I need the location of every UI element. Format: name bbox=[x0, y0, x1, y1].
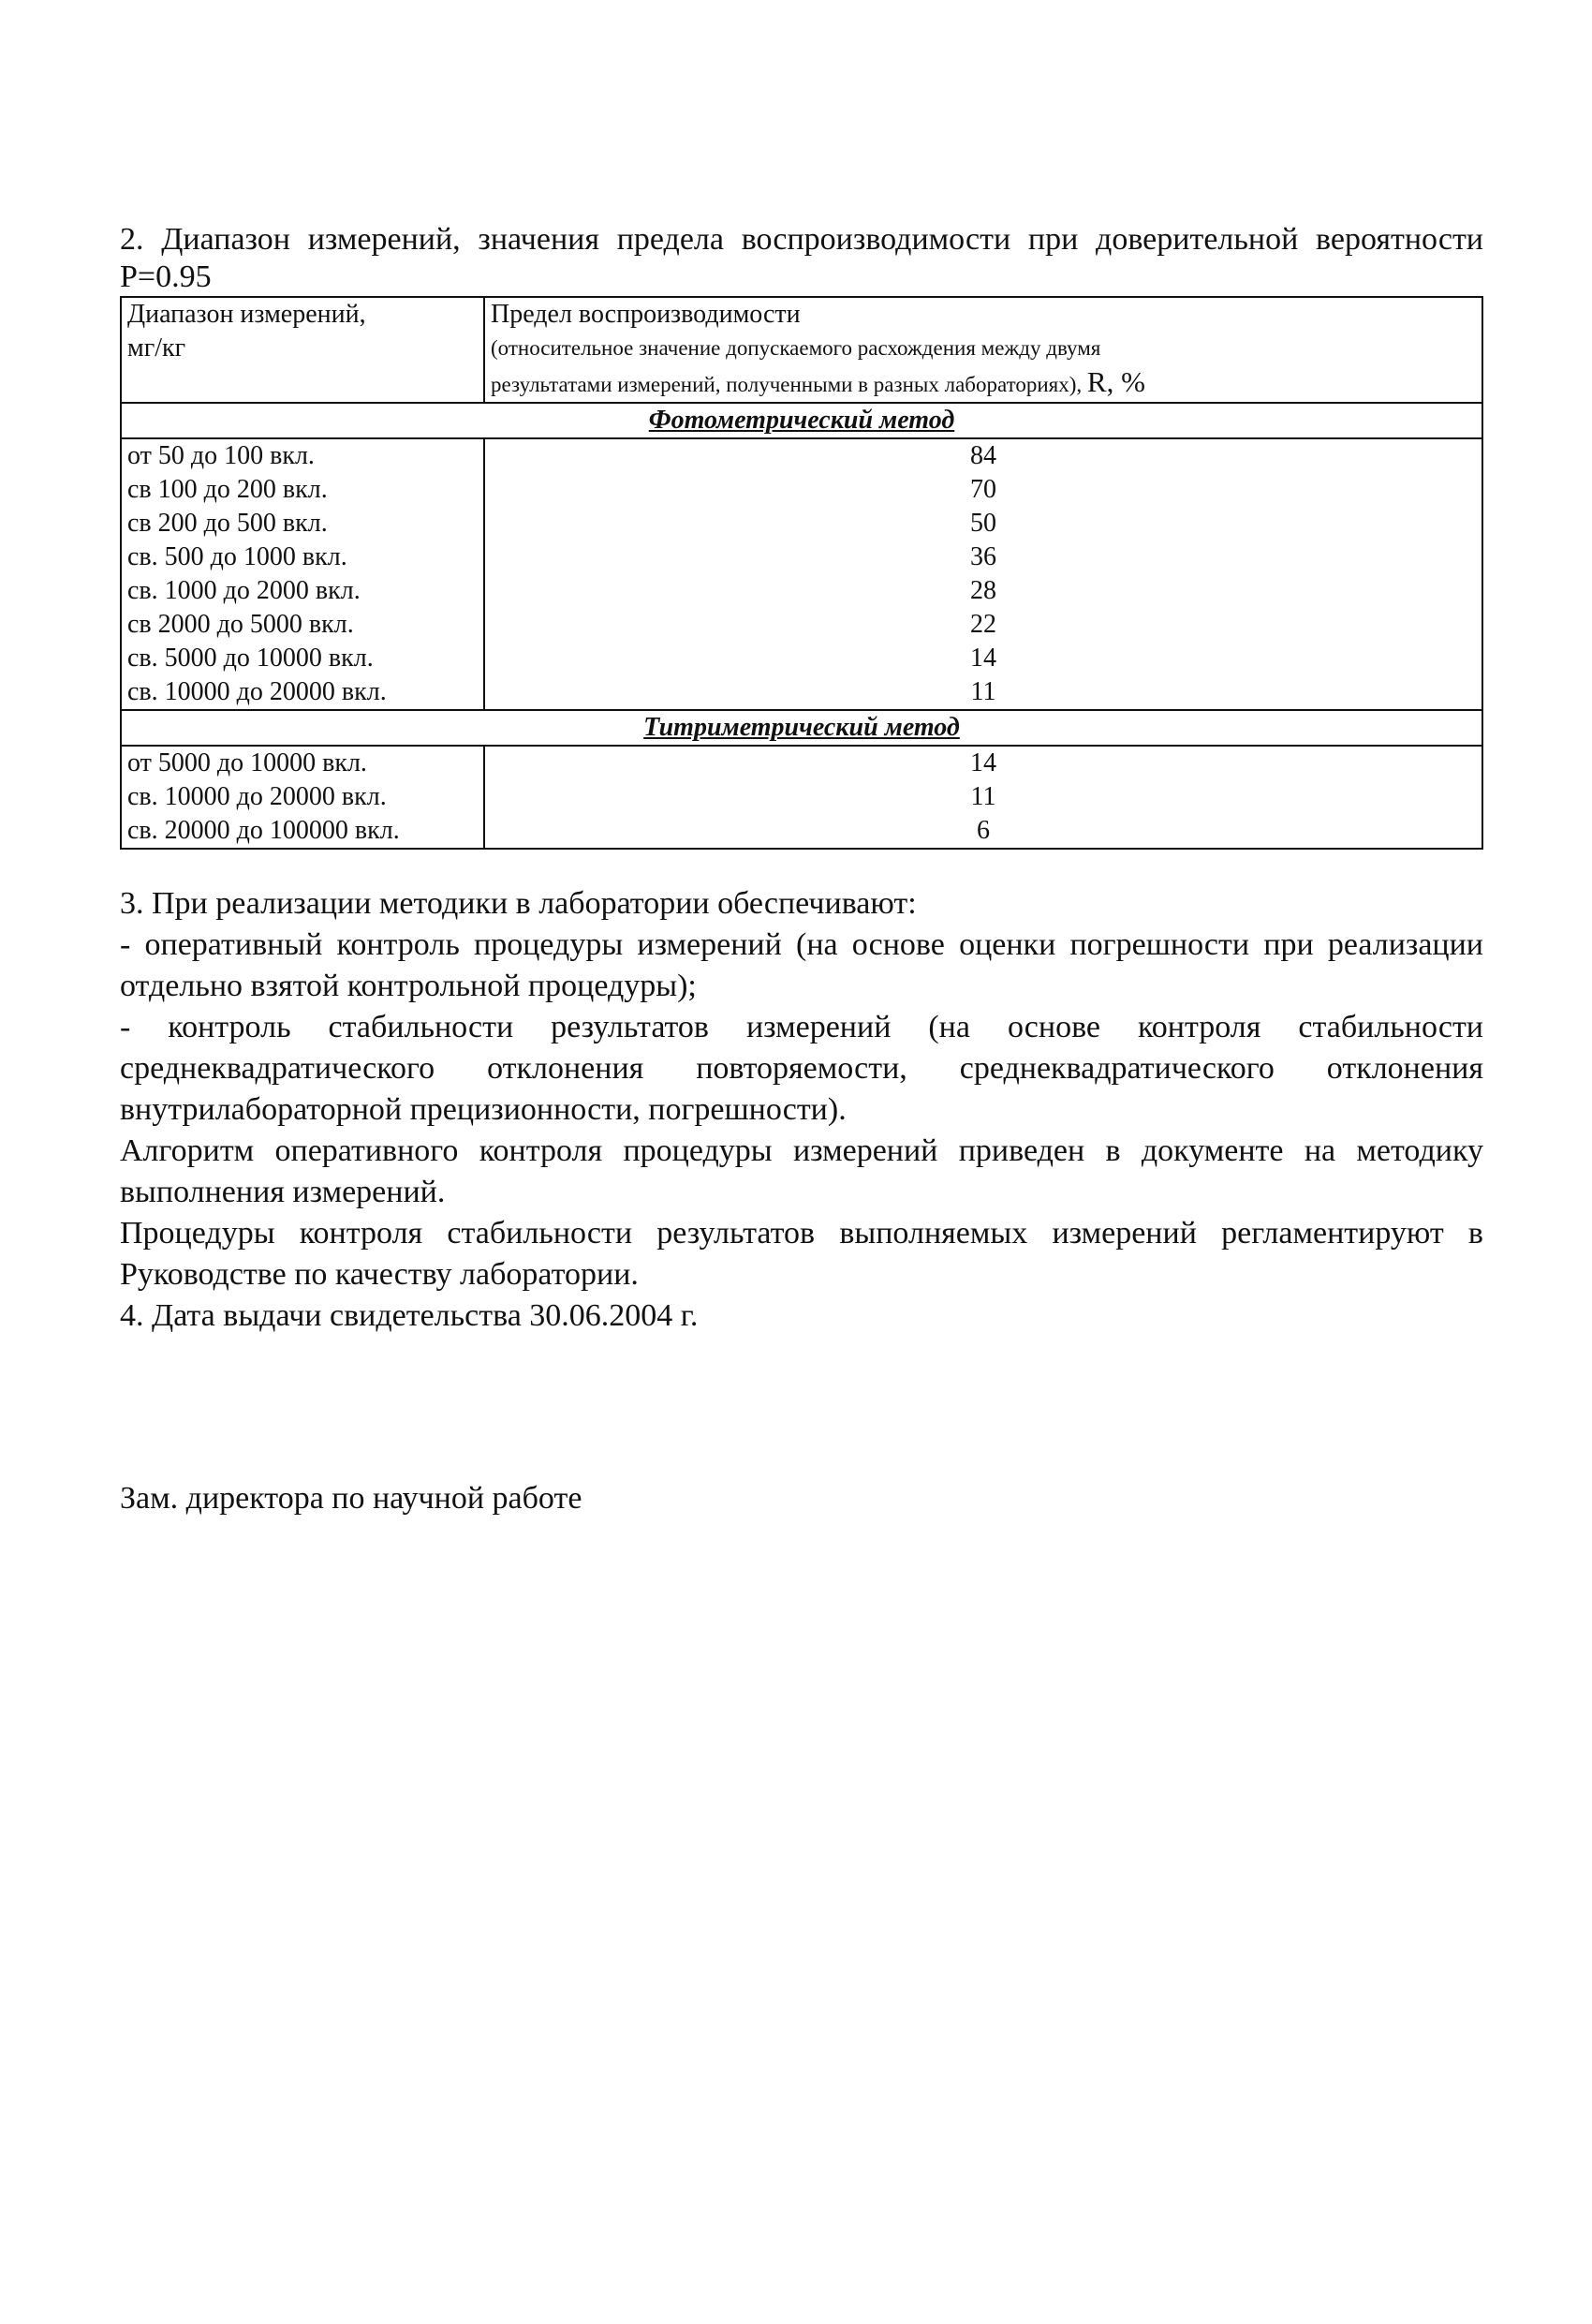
range-cell: от 5000 до 10000 вкл. bbox=[121, 746, 484, 780]
section-4-date: 4. Дата выдачи свидетельства 30.06.2004 г. bbox=[120, 1298, 699, 1333]
section-3-intro: 3. При реализации методики в лаборатории обеспечивают: bbox=[120, 886, 917, 921]
value-cell: 14 bbox=[484, 642, 1482, 675]
range-cell: св 200 до 500 вкл. bbox=[121, 507, 484, 540]
header-range-line1: Диапазон измерений, bbox=[127, 300, 366, 329]
signature-line: Зам. директора по научной работе bbox=[120, 1481, 582, 1516]
table-row bbox=[121, 746, 1482, 780]
range-cell: св. 1000 до 2000 вкл. bbox=[121, 574, 484, 608]
table-row bbox=[121, 574, 1482, 608]
table-row bbox=[121, 438, 1482, 473]
header-range-cell bbox=[121, 297, 484, 403]
table-header-row bbox=[121, 297, 1482, 403]
value-cell: 70 bbox=[484, 473, 1482, 507]
table-row bbox=[121, 473, 1482, 507]
range-cell: от 50 до 100 вкл. bbox=[121, 438, 484, 473]
table-row bbox=[121, 642, 1482, 675]
section-2-title: 2. Диапазон измерений, значения предела воспроизводимости при доверительной вероятности Р=0.95 bbox=[120, 222, 1483, 294]
range-cell: св 2000 до 5000 вкл. bbox=[121, 608, 484, 642]
reproducibility-table bbox=[120, 296, 1483, 850]
table-row bbox=[121, 675, 1482, 710]
header-limit-cell bbox=[484, 297, 1482, 403]
method-row-titrimetric bbox=[121, 710, 1482, 746]
table-row bbox=[121, 780, 1482, 814]
value-cell: 14 bbox=[484, 746, 1482, 780]
value-cell: 11 bbox=[484, 780, 1482, 814]
section-3-item-operational: - оперативный контроль процедуры измерений (на основе оценки погрешности при реализации отдельно взятой контрольной процедуры); bbox=[120, 927, 1483, 1003]
range-cell: св. 5000 до 10000 вкл. bbox=[121, 642, 484, 675]
value-cell: 22 bbox=[484, 608, 1482, 642]
value-cell: 6 bbox=[484, 814, 1482, 849]
range-cell: св. 10000 до 20000 вкл. bbox=[121, 780, 484, 814]
table-row bbox=[121, 814, 1482, 849]
method-row-photometric bbox=[121, 403, 1482, 438]
method-title-photometric: Фотометрический метод bbox=[121, 403, 1482, 438]
table-row bbox=[121, 540, 1482, 574]
photometric-rows bbox=[121, 438, 1482, 710]
section-3 bbox=[120, 883, 1483, 1337]
header-limit-line3-text: результатами измерений, полученными в разных лабораториях), bbox=[491, 373, 1083, 396]
table-row bbox=[121, 507, 1482, 540]
range-cell: св. 10000 до 20000 вкл. bbox=[121, 675, 484, 710]
section-3-item-stability: - контроль стабильности результатов измерений (на основе контроля стабильности среднеквадратического отклонения повторяемости, среднеквадратического отклонения внутрилабораторной прецизионности, погрешности). bbox=[120, 1010, 1483, 1127]
range-cell: св 100 до 200 вкл. bbox=[121, 473, 484, 507]
value-cell: 84 bbox=[484, 438, 1482, 473]
header-range-line2: мг/кг bbox=[127, 333, 186, 363]
header-limit-line2: (относительное значение допускаемого расхождения между двумя bbox=[491, 336, 1101, 360]
value-cell: 50 bbox=[484, 507, 1482, 540]
header-limit-line3 bbox=[491, 365, 1476, 402]
titrimetric-rows bbox=[121, 746, 1482, 849]
document-page bbox=[120, 221, 1483, 1337]
range-cell: св. 20000 до 100000 вкл. bbox=[121, 814, 484, 849]
value-cell: 36 bbox=[484, 540, 1482, 574]
value-cell: 11 bbox=[484, 675, 1482, 710]
section-3-algorithm: Алгоритм оперативного контроля процедуры измерений приведен в документе на методику выполнения измерений. bbox=[120, 1133, 1483, 1209]
range-cell: св. 500 до 1000 вкл. bbox=[121, 540, 484, 574]
value-cell: 28 bbox=[484, 574, 1482, 608]
header-limit-line1: Предел воспроизводимости bbox=[491, 300, 801, 329]
method-title-titrimetric: Титриметрический метод bbox=[121, 710, 1482, 746]
header-limit-symbol: R, % bbox=[1086, 365, 1145, 398]
section-3-procedures: Процедуры контроля стабильности результатов выполняемых измерений регламентируют в Руководстве по качеству лаборатории. bbox=[120, 1216, 1483, 1292]
table-row bbox=[121, 608, 1482, 642]
